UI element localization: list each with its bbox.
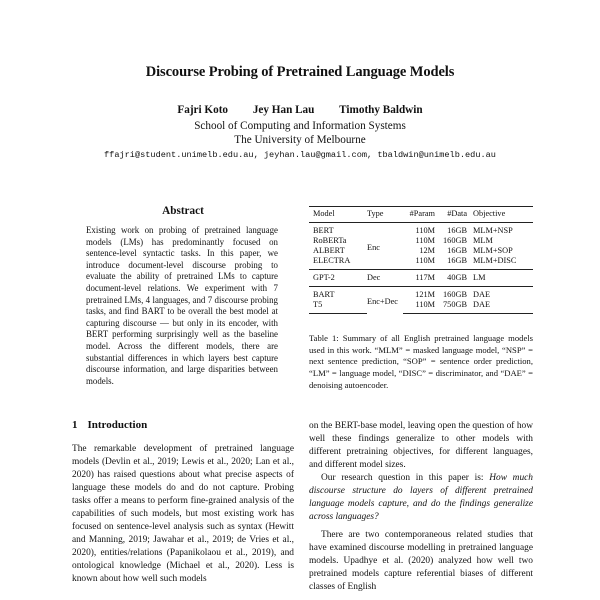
- section-title: Introduction: [87, 419, 148, 431]
- introduction-text: The remarkable development of pretrained language models (Devlin et al., 2019; Lewis et al., 2020; Lan et al., 2020) has raised questions about what precise aspects of language these models do and do not capture. Probing tasks offer a means to perform fine-grained analysis of the capabilities of such models, but most existing work has focused on sentence-level analysis such as syntax (Hewitt and Manning, 2019; Jawahar et al., 2019; de Vries et al., 2020), entities/relations (Papanikolaou et al., 2019), and ontological knowledge (Michael et al., 2020). Less is known about how well such models: [72, 444, 294, 584]
- table-row: [309, 256, 533, 270]
- objective-cell: MLM+DISC: [473, 256, 517, 265]
- table-header-cell: #Data: [439, 207, 471, 223]
- table-row: [309, 270, 533, 287]
- table-row: [309, 236, 533, 246]
- data-cell: 160GB: [443, 236, 467, 245]
- param-cell: 117M: [403, 270, 439, 287]
- section-number: 1: [72, 419, 78, 431]
- research-question: How much discourse structure do layers of different pretrained language models capture, and do the findings generalize across languages?: [309, 473, 533, 522]
- right-column-text: [309, 420, 533, 594]
- model-cell: ELECTRA: [313, 256, 351, 265]
- section-heading-introduction: [72, 419, 147, 431]
- table-header-cell: Objective: [471, 207, 533, 223]
- paragraph: There are two contemporaneous related studies that have examined discourse modelling in pretrained language models. Upadhye et al. (2020) analyzed how well two pretrained models capture referential biases of different classes of English: [309, 530, 533, 592]
- model-cell: GPT-2: [309, 270, 367, 287]
- table-row: [309, 246, 533, 256]
- type-cell: Enc+Dec: [367, 287, 403, 314]
- data-cell: 160GB: [439, 287, 471, 301]
- model-cell: BERT: [313, 226, 334, 235]
- affiliation-university: The University of Melbourne: [234, 134, 366, 146]
- research-question-paragraph: [309, 472, 533, 524]
- table-header-cell: Model: [309, 207, 367, 223]
- param-cell: 110M: [415, 226, 435, 235]
- table-group-decoders: [309, 270, 533, 287]
- data-cell: 16GB: [447, 256, 467, 265]
- table-group-encoders: [309, 223, 533, 270]
- objective-cell: DAE: [471, 300, 533, 314]
- table-row: [309, 300, 533, 314]
- model-cell: T5: [309, 300, 367, 314]
- param-cell: 121M: [403, 287, 439, 301]
- table-header-cell: Type: [367, 207, 403, 223]
- paragraph-lead: Our research question in this paper is:: [321, 473, 490, 483]
- paragraph: on the BERT-base model, leaving open the question of how well these findings generalize to other models with different pretraining objectives, for different languages, and different model sizes.: [309, 421, 533, 470]
- objective-cell: MLM+SOP: [473, 246, 513, 255]
- table-row: [309, 287, 533, 301]
- objective-cell: MLM+NSP: [473, 226, 513, 235]
- table-group-encoder-decoders: [309, 287, 533, 314]
- paper-title: Discourse Probing of Pretrained Language Models: [145, 64, 455, 80]
- author-emails: ffajri@student.unimelb.edu.au, jeyhan.lau@gmail.com, tbaldwin@unimelb.edu.au: [104, 150, 496, 160]
- param-cell: 110M: [403, 300, 439, 314]
- abstract-heading: Abstract: [162, 205, 204, 217]
- param-cell: 110M: [415, 256, 435, 265]
- model-cell: BART: [309, 287, 367, 301]
- models-table: [309, 206, 533, 314]
- model-cell: ALBERT: [313, 246, 345, 255]
- author-name: Jey Han Lau: [252, 104, 315, 116]
- data-cell: 16GB: [447, 246, 467, 255]
- table-row: [309, 223, 533, 237]
- param-cell: 12M: [419, 246, 435, 255]
- author-name: Fajri Koto: [177, 104, 229, 116]
- data-cell: 40GB: [439, 270, 471, 287]
- table-header-row: [309, 207, 533, 223]
- author-list: [0, 104, 600, 116]
- abstract-text: Existing work on probing of pretrained language models (LMs) has predominantly focused on sentence-level syntactic tasks. In this paper, we introduce document-level discourse probing to evaluate the ability of pretrained LMs to capture document-level relations. We experiment with 7 pretrained LMs, 4 languages, and 7 discourse probing tasks, and find BART to be overall the best model at capturing discourse — but only in its encoder, with BERT performing surprisingly well as the baseline model. Across the different models, there are substantial differences in which layers best capture discourse information, and large disparities between models.: [86, 225, 278, 386]
- model-cell: RoBERTa: [313, 236, 347, 245]
- param-cell: 110M: [415, 236, 435, 245]
- author-name: Timothy Baldwin: [339, 104, 423, 116]
- objective-cell: DAE: [471, 287, 533, 301]
- type-cell: Dec: [367, 270, 403, 287]
- data-cell: 750GB: [439, 300, 471, 314]
- table-caption: Table 1: Summary of all English pretrained language models used in this work. “MLM” = masked language model, “NSP” = next sentence prediction, “SOP” = sentence order prediction, “LM” = language model, “DISC” = discriminator, and “DAE” = denoising autoencoder.: [309, 333, 533, 390]
- affiliation-school: School of Computing and Information Systems: [194, 120, 406, 132]
- type-cell: Enc: [367, 242, 380, 252]
- objective-cell: LM: [471, 270, 533, 287]
- data-cell: 16GB: [447, 226, 467, 235]
- table-header-cell: #Param: [403, 207, 439, 223]
- objective-cell: MLM: [473, 236, 493, 245]
